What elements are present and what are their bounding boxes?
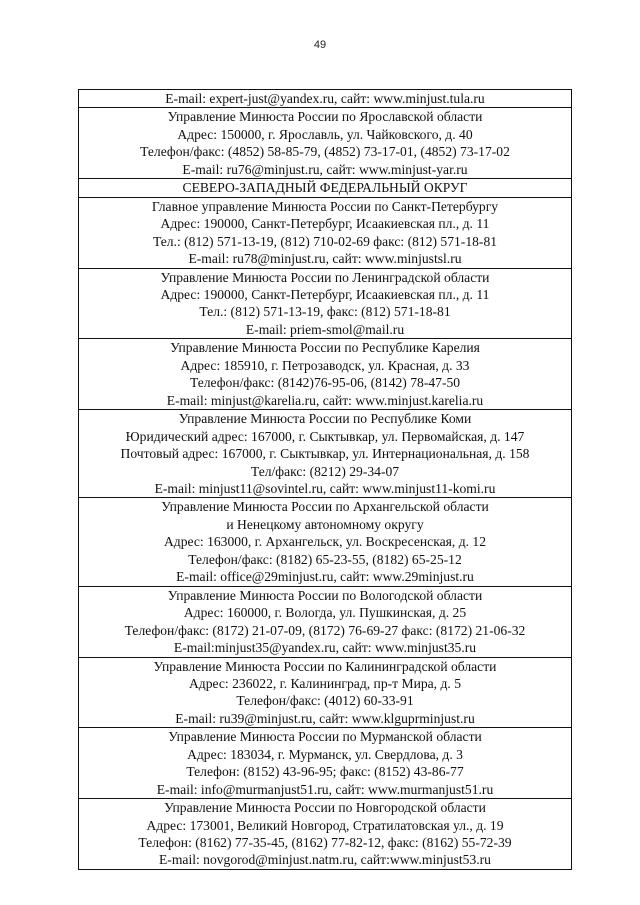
entry-line: и Ненецкому автономному округу [226,516,424,532]
entry-line: Телефон/факс: (8172) 21-07-09, (8172) 76-69-27 факс: (8172) 21-06-32 [124,622,526,638]
entry-line: Адрес: 183034, г. Мурманск, ул. Свердлова, д. 3 [187,746,463,762]
entry-line: E-mail: expert-just@yandex.ru, сайт: www.minjust.tula.ru [165,91,485,106]
entry-line: Адрес: 190000, Санкт-Петербург, Исаакиевская пл., д. 11 [160,216,490,232]
entry-line: E-mail: ru78@minjust.ru, сайт: www.minjustsl.ru [188,251,462,267]
entry-line: E-mail: minjust11@sovintel.ru, сайт: www.minjust11-komi.ru [154,480,496,496]
entry-line: Адрес: 150000, г. Ярославль, ул. Чайковского, д. 40 [177,126,473,142]
entry-line: Управление Минюста России по Мурманской области [168,729,482,745]
table-cell [79,90,572,108]
entry-line: Управление Минюста России по Республике Карелия [170,340,480,356]
entry-line: Почтовый адрес: 167000, г. Сыктывкар, ул. Интернациональная, д. 158 [120,446,530,462]
table-row [79,268,572,339]
entry-line: Управление Минюста России по Вологодской области [167,587,483,603]
entry-line: E-mail: novgorod@minjust.natm.ru, сайт:www.minjust53.ru [159,852,491,868]
entry-line: Телефон/факс: (8182) 65-23-55, (8182) 65-25-12 [188,551,462,567]
table-cell [79,108,572,179]
entry-line: Главное управление Минюста России по Санкт-Петербургу [151,198,499,214]
entry-line: СЕВЕРО-ЗАПАДНЫЙ ФЕДЕРАЛЬНЫЙ ОКРУГ [182,180,468,196]
entry-line: Адрес: 185910, г. Петрозаводск, ул. Красная, д. 33 [180,357,470,373]
entry-line: E-mail: ru39@minjust.ru, сайт: www.klguprminjust.ru [175,710,475,726]
table-cell [79,498,572,586]
table-cell [79,657,572,728]
table-row [79,410,572,498]
table-cell [79,586,572,657]
page-number: 49 [313,39,327,51]
table-row [79,657,572,728]
entry-line: Тел/факс: (8212) 29-34-07 [250,463,400,479]
entry-line: Адрес: 160000, г. Вологда, ул. Пушкинская, д. 25 [183,605,467,621]
table-row [79,197,572,268]
table-row [79,586,572,657]
entry-line: Управление Минюста России по Ленинградской области [160,269,490,285]
entry-line: Тел.: (812) 571-13-19, (812) 710-02-69 факс: (812) 571-18-81 [152,233,498,249]
directory-table [78,89,572,870]
table-cell [79,728,572,799]
table-row [79,498,572,586]
table-row [79,108,572,179]
table-row [79,728,572,799]
entry-line: Телефон/факс: (8142)76-95-06, (8142) 78-47-50 [189,375,461,391]
entry-line: E-mail:minjust35@yandex.ru, сайт: www.minjust35.ru [173,640,477,656]
entry-line: Адрес: 190000, Санкт-Петербург, Исаакиевская пл., д. 11 [160,286,490,302]
entry-line: Юридический адрес: 167000, г. Сыктывкар, ул. Первомайская, д. 147 [125,428,525,444]
table-row [79,339,572,410]
entry-line: Адрес: 236022, г. Калининград, пр-т Мира, д. 5 [188,675,461,691]
entry-line: Управление Минюста России по Калининградской области [153,658,497,674]
table-cell [79,268,572,339]
entry-line: Телефон: (8152) 43-96-95; факс: (8152) 43-86-77 [186,764,464,780]
entry-line: Управление Минюста России по Республике Коми [178,411,472,427]
entry-line: Адрес: 163000, г. Архангельск, ул. Воскресенская, д. 12 [163,534,487,550]
entry-line: Телефон/факс: (4852) 58-85-79, (4852) 73-17-01, (4852) 73-17-02 [140,144,510,160]
entry-line: E-mail: office@29minjust.ru, сайт: www.29minjust.ru [176,569,474,585]
table-cell [79,799,572,870]
entry-line: Управление Минюста России по Ярославской области [167,109,483,125]
table-row [79,179,572,197]
table-row [79,799,572,870]
entry-line: E-mail: info@murmanjust51.ru, сайт: www.murmanjust51.ru [156,781,494,797]
directory-table-body [79,90,572,870]
entry-line: E-mail: priem-smol@mail.ru [245,321,405,337]
entry-line: Управление Минюста России по Новгородской области [164,800,486,816]
entry-line: Телефон: (8162) 77-35-45, (8162) 77-82-12, факс: (8162) 55-72-39 [138,835,512,851]
entry-line: Телефон/факс: (4012) 60-33-91 [236,693,414,709]
table-row [79,90,572,108]
table-cell [79,179,572,197]
table-cell [79,197,572,268]
entry-line: E-mail: minjust@karelia.ru, сайт: www.minjust.karelia.ru [166,392,484,408]
entry-line: Адрес: 173001, Великий Новгород, Стратилатовская ул., д. 19 [146,817,504,833]
table-cell [79,410,572,498]
entry-line: Управление Минюста России по Архангельской области [161,499,489,515]
table-cell [79,339,572,410]
entry-line: E-mail: ru76@minjust.ru, сайт: www.minjust-yar.ru [182,161,468,177]
entry-line: Тел.: (812) 571-13-19, факс: (812) 571-18-81 [199,304,451,320]
